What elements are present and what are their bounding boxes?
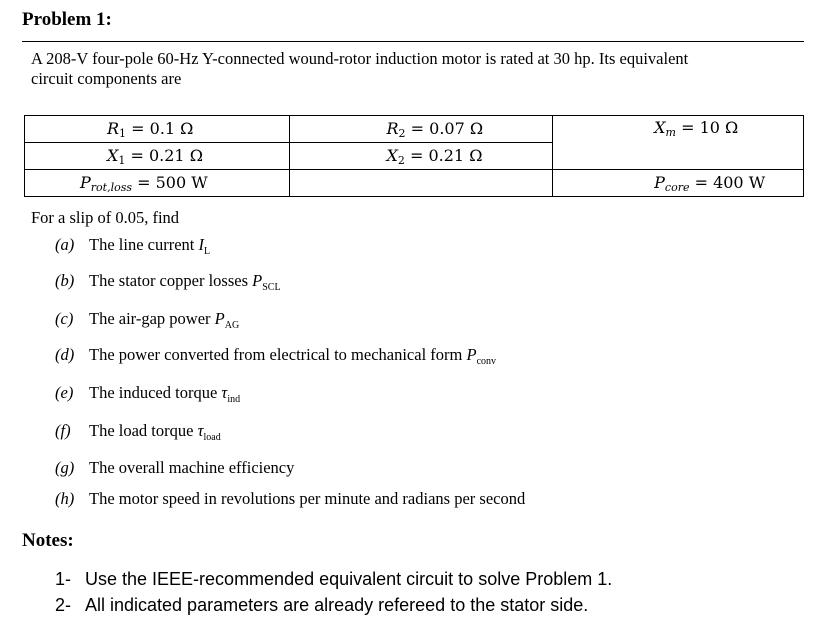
question-text: The air-gap power xyxy=(89,309,215,328)
question-item xyxy=(55,235,210,257)
question-symbol: P xyxy=(252,271,263,290)
notes-title: Notes: xyxy=(22,530,74,551)
question-item xyxy=(55,489,525,509)
cell-prot-loss: $P_{rot,loss} = 500$ W xyxy=(25,170,290,197)
slip-statement: For a slip of 0.05, find xyxy=(31,208,180,227)
cell-r2: $R_2 = 0.07$ Ω xyxy=(289,116,553,143)
title-rule xyxy=(22,41,804,42)
intro-line-2: circuit components are xyxy=(31,69,182,88)
question-text: The power converted from electrical to mechanical form xyxy=(89,345,467,364)
question-text: The overall machine efficiency xyxy=(89,458,295,477)
question-item xyxy=(55,271,281,293)
cell-xm: $X_m = 10$ Ω xyxy=(553,116,804,170)
problem-title: Problem 1: xyxy=(22,9,112,30)
question-label: (h) xyxy=(55,489,75,508)
question-text: The induced torque xyxy=(89,383,222,402)
question-item xyxy=(55,345,496,367)
cell-pcore: $P_{core} = 400$ W xyxy=(553,170,804,197)
question-symbol: P xyxy=(466,345,477,364)
question-subscript: ind xyxy=(227,394,241,405)
question-subscript: load xyxy=(203,432,221,443)
cell-x1: $X_1 = 0.21$ Ω xyxy=(25,143,290,170)
parameter-table xyxy=(24,115,804,197)
question-label: (f) xyxy=(55,421,71,440)
question-symbol: τ xyxy=(197,421,204,440)
question-text: The line current xyxy=(89,235,199,254)
question-label: (e) xyxy=(55,383,74,402)
question-item xyxy=(55,458,294,478)
question-subscript: L xyxy=(204,246,211,257)
question-symbol: τ xyxy=(221,383,228,402)
question-item xyxy=(55,421,221,443)
question-subscript: conv xyxy=(476,356,497,367)
question-subscript: SCL xyxy=(262,282,281,293)
cell-r1: $R_1 = 0.1$ Ω xyxy=(25,116,290,143)
question-item xyxy=(55,309,239,331)
question-text: The stator copper losses xyxy=(89,271,253,290)
note-item-1: 1- Use the IEEE-recommended equivalent circuit to solve Problem 1. xyxy=(55,569,613,589)
question-label: (g) xyxy=(55,458,75,477)
cell-x2: $X_2 = 0.21$ Ω xyxy=(289,143,553,170)
cell-empty xyxy=(289,170,553,197)
question-label: (d) xyxy=(55,345,75,364)
question-label: (b) xyxy=(55,271,75,290)
question-text: The motor speed in revolutions per minute and radians per second xyxy=(89,489,526,508)
problem-intro xyxy=(31,49,688,89)
question-text: The load torque xyxy=(89,421,198,440)
question-label: (c) xyxy=(55,309,74,328)
question-symbol: I xyxy=(198,235,204,254)
note-item-2: 2- All indicated parameters are already refereed to the stator side. xyxy=(55,595,589,615)
question-label: (a) xyxy=(55,235,75,254)
question-symbol: P xyxy=(214,309,225,328)
question-subscript: AG xyxy=(224,320,240,331)
question-item xyxy=(55,383,240,405)
intro-line-1: A 208-V four-pole 60-Hz Y-connected wound-rotor induction motor is rated at 30 hp. Its equivalent xyxy=(31,49,689,68)
